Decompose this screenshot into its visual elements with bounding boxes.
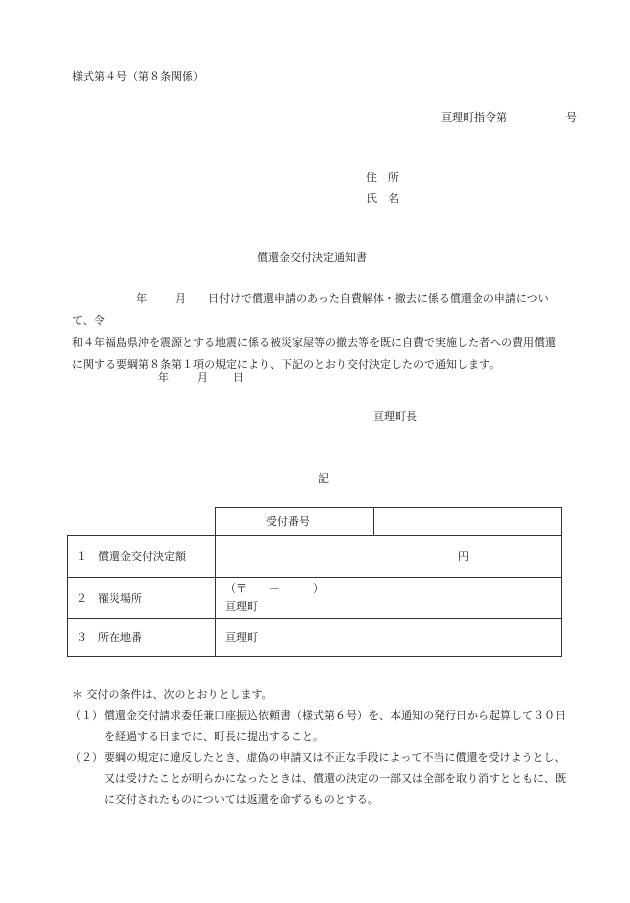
disaster-location-value-cell <box>215 577 562 619</box>
date-month: 月 <box>197 371 208 384</box>
amount-label-cell <box>67 535 216 578</box>
condition-item-1-text: 償還金交付請求委任兼口座振込依頼書（様式第６号）を、本通知の発行日から起算して３０日を経過する日までに、町長に提出すること。 <box>104 709 566 743</box>
address-label: 住 所 <box>366 171 399 184</box>
amount-value-cell <box>215 535 562 578</box>
disaster-town: 亘理町 <box>225 600 258 613</box>
condition-item-1-number: （１） <box>70 709 103 722</box>
notice-body <box>72 288 562 376</box>
lot-number-label: ３ 所在地番 <box>76 631 142 644</box>
body-line2: 和４年福島県沖を震源とする地震に係る被災家屋等の撤去等を既に自費で実施した者への費用償還 <box>72 336 556 349</box>
issuer: 亘理町長 <box>373 410 417 423</box>
decision-table <box>67 507 562 657</box>
condition-item-1 <box>72 705 572 747</box>
date-day: 日 <box>233 371 244 384</box>
form-number: 様式第４号（第８条関係） <box>72 70 204 83</box>
document-title: 償還金交付決定通知書 <box>257 251 367 264</box>
receipt-number-label-cell <box>215 507 374 536</box>
condition-item-2 <box>72 747 572 810</box>
disaster-location-label-cell <box>67 577 216 619</box>
conditions-intro: ＊ 交付の条件は、次のとおりとします。 <box>72 688 273 701</box>
body-month: 月 <box>175 292 186 305</box>
lot-town: 亘理町 <box>225 631 258 644</box>
document-number-suffix: 号 <box>566 111 577 124</box>
lot-number-value-cell <box>215 618 562 657</box>
body-line1: 日付けで償還申請のあった自費解体・撤去に係る償還金の申請について、令 <box>72 292 549 327</box>
body-line3: に関する要綱第８条第１項の規定により、下記のとおり交付決定したので通知します。 <box>72 358 501 371</box>
disaster-location-label: ２ 罹災場所 <box>76 592 142 605</box>
amount-label: １ 償還金交付決定額 <box>76 550 186 563</box>
amount-unit: 円 <box>458 550 469 563</box>
receipt-number-label: 受付番号 <box>266 515 310 528</box>
name-label: 氏 名 <box>366 192 399 205</box>
date-year: 年 <box>158 371 169 384</box>
receipt-number-value-cell <box>373 507 562 536</box>
lot-number-label-cell <box>67 618 216 657</box>
postal-code-placeholder: （〒 － ） <box>225 582 324 595</box>
condition-item-2-text: 要綱の規定に違反したとき、虚偽の申請又は不正な手段によって不当に償還を受けようとし、又は受けたことが明らかになったときは、償還の決定の一部又は全部を取り消すとともに、既に交付されたものについては返還を命ずるものとする。 <box>104 751 566 806</box>
condition-item-2-number: （２） <box>70 751 103 764</box>
conditions-notes <box>72 684 572 810</box>
ki-mark: 記 <box>318 472 329 485</box>
document-number-prefix: 亘理町指令第 <box>441 111 507 124</box>
body-year: 年 <box>136 292 147 305</box>
